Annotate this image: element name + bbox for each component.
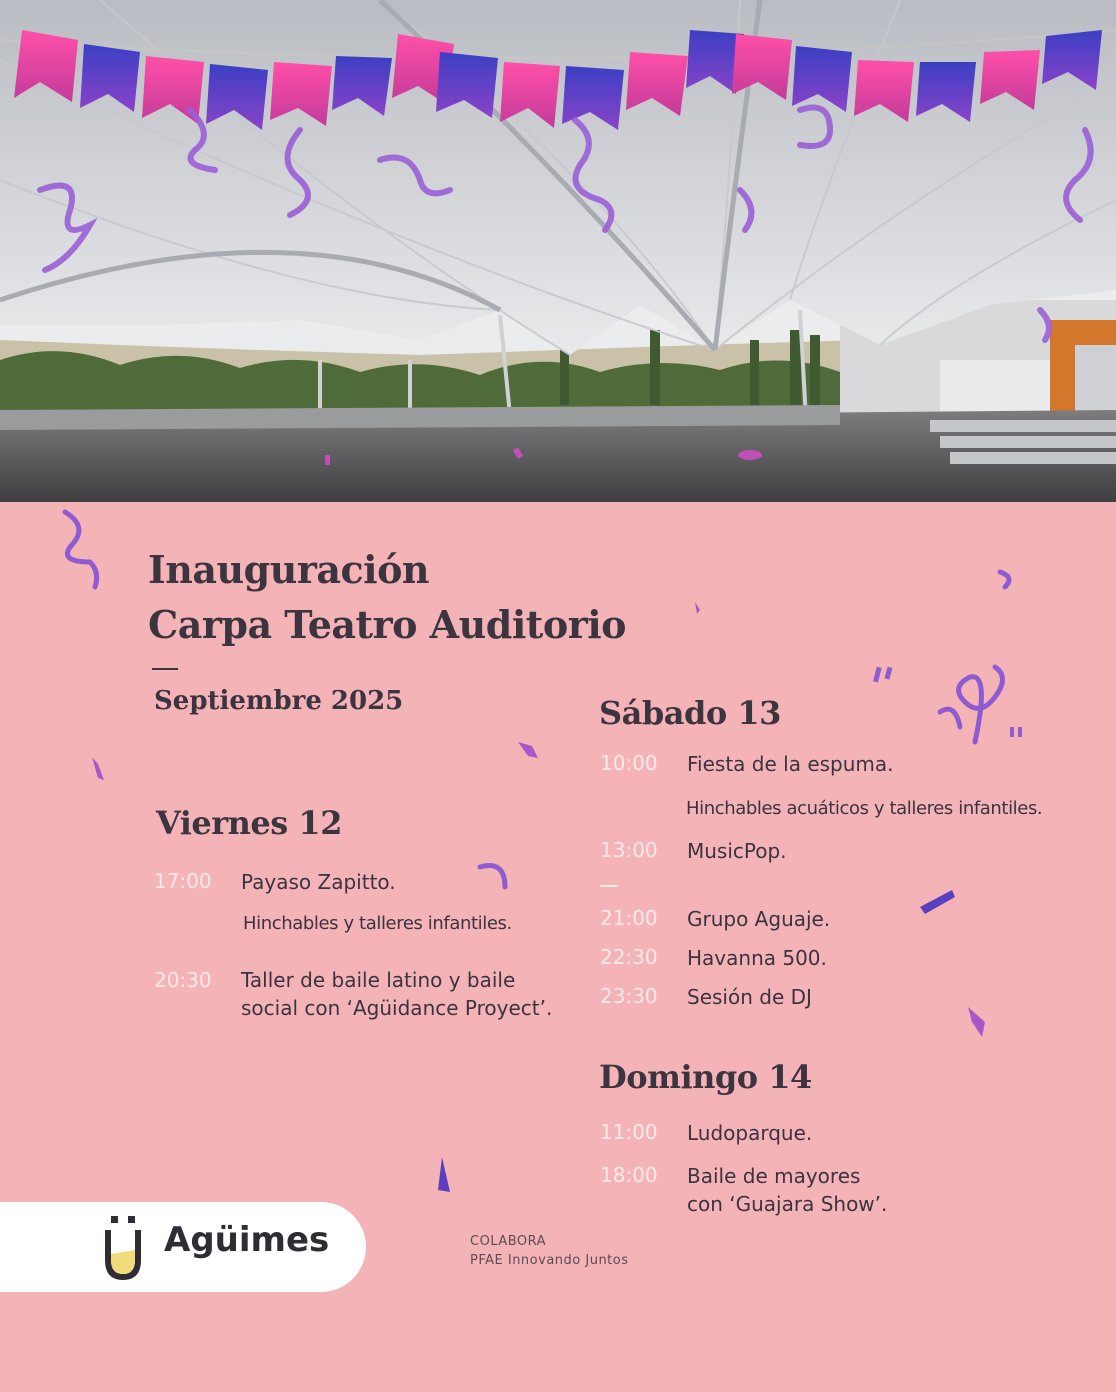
day-heading-friday: Viernes 12 — [156, 804, 342, 842]
event-description: Ludoparque. — [687, 1121, 813, 1145]
venue-photo — [0, 0, 1116, 502]
logo-wordmark: Agüimes — [164, 1220, 330, 1260]
colabora-name: PFAE Innovando Juntos — [470, 1253, 629, 1268]
event-description: Hinchables y talleres infantiles. — [243, 913, 512, 934]
event-description-line: con ‘Guajara Show’. — [687, 1192, 888, 1216]
aguimes-logo-mark — [102, 1214, 146, 1284]
title-line-2: Carpa Teatro Auditorio — [148, 602, 626, 647]
event-description: Grupo Aguaje. — [687, 907, 831, 931]
time-label: 10:00 — [600, 751, 658, 775]
time-label: 23:30 — [600, 984, 658, 1008]
time-label: 17:00 — [154, 869, 212, 893]
time-label: 20:30 — [154, 968, 212, 992]
day-heading-sunday: Domingo 14 — [599, 1058, 812, 1096]
event-description: Payaso Zapitto. — [241, 870, 396, 894]
colabora-block — [470, 1232, 629, 1270]
time-label: 13:00 — [600, 838, 658, 862]
title-line-1: Inauguración — [148, 547, 430, 592]
month-label: Septiembre 2025 — [154, 686, 404, 716]
time-label: 11:00 — [600, 1120, 658, 1144]
event-description: Sesión de DJ — [687, 985, 812, 1009]
time-label: 21:00 — [600, 906, 658, 930]
time-label: 18:00 — [600, 1163, 658, 1187]
event-description: Havanna 500. — [687, 946, 827, 970]
colabora-label: COLABORA — [470, 1234, 547, 1249]
time-label: 22:30 — [600, 945, 658, 969]
event-description: Hinchables acuáticos y talleres infantiles. — [686, 798, 1043, 819]
event-description: Fiesta de la espuma. — [687, 752, 894, 776]
event-description-line: social con ‘Agüidance Proyect’. — [241, 996, 553, 1020]
event-description-line: Taller de baile latino y baile — [241, 968, 516, 992]
event-description-line: Baile de mayores — [687, 1164, 861, 1188]
event-description: MusicPop. — [687, 839, 787, 863]
day-heading-saturday: Sábado 13 — [599, 694, 781, 732]
